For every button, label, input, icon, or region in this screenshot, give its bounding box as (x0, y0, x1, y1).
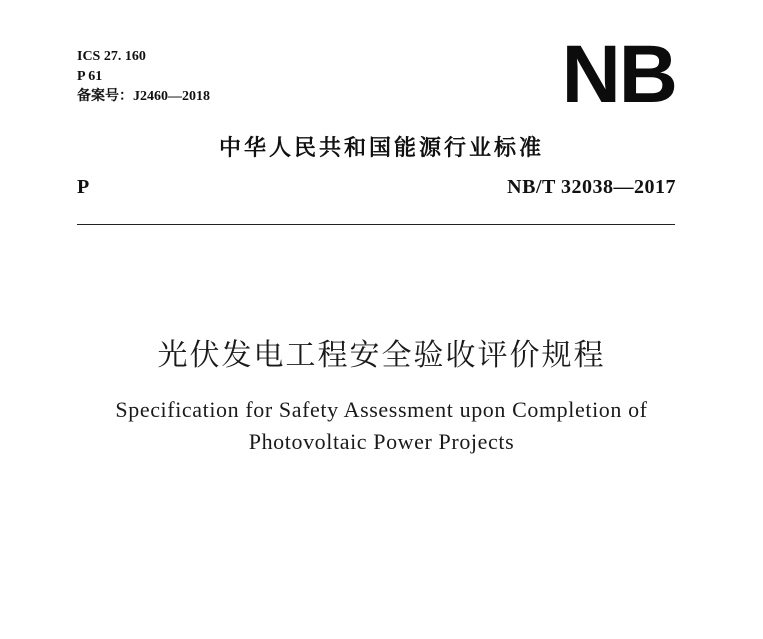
title-chinese: 光伏发电工程安全验收评价规程 (157, 338, 606, 373)
standard-type-heading: 中华人民共和国能源行业标准 (218, 136, 544, 161)
standard-code: NB/T 32038—2017 (507, 176, 676, 198)
header-divider (77, 224, 675, 225)
ccs-code: P 61 (77, 69, 103, 84)
nb-logo: NB (561, 29, 676, 120)
title-english-line-1: Specification for Safety Assessment upon Completion of (115, 397, 648, 422)
title-english-line-2: Photovoltaic Power Projects (248, 429, 515, 454)
ics-code: ICS 27. 160 (77, 49, 146, 64)
header-metadata (77, 47, 210, 107)
title-english (0, 394, 763, 458)
classification-letter: P (77, 176, 90, 198)
filing-number: 备案号：J2460—2018 (77, 89, 210, 104)
